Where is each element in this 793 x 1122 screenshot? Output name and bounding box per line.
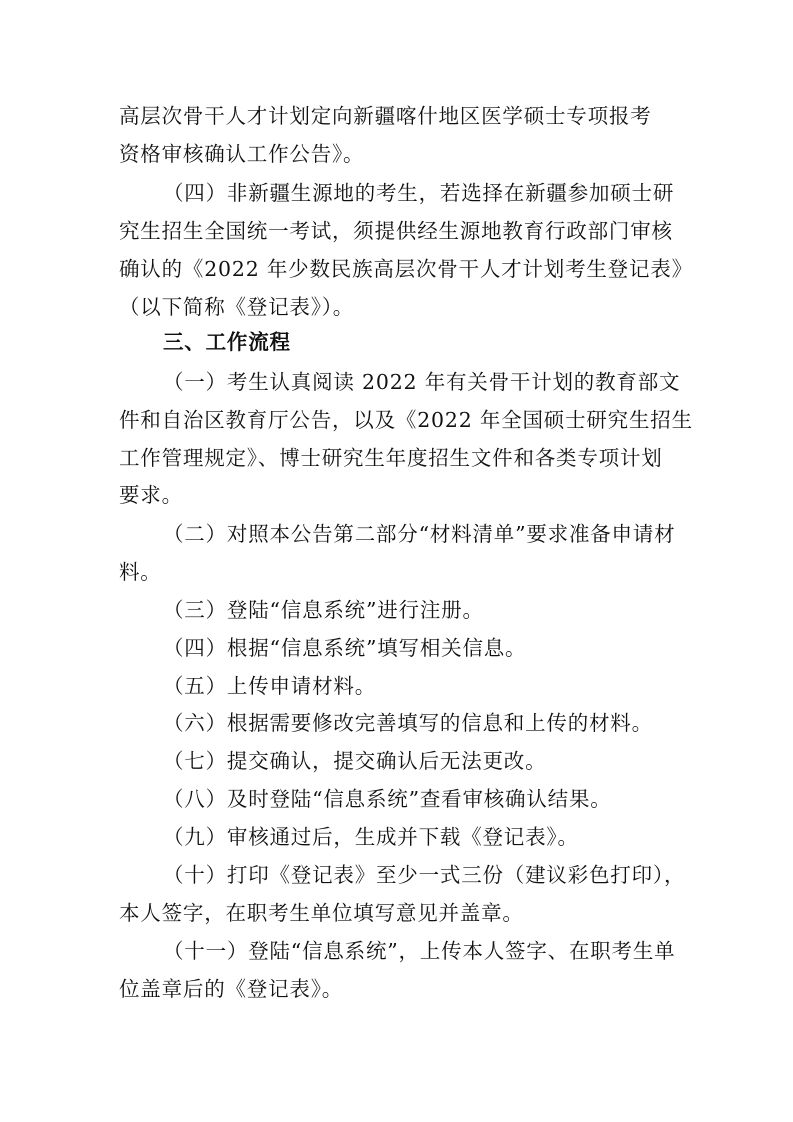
paragraph-line: （五）上传申请材料。	[163, 674, 376, 698]
paragraph-line: 料。	[119, 560, 162, 584]
paragraph-line: 资格审核确认工作公告》。	[119, 142, 365, 166]
paragraph-line: （六）根据需要修改完善填写的信息和上传的材料。	[163, 711, 653, 735]
paragraph-line: （八）及时登陆“信息系统”查看审核确认结果。	[163, 787, 612, 811]
paragraph-line: （以下简称《登记表》）。	[119, 295, 355, 319]
paragraph-line: （十）打印《登记表》至少一式三份（建议彩色打印），	[163, 863, 686, 887]
paragraph-line: 要求。	[119, 483, 183, 507]
paragraph-line: 位盖章后的《登记表》。	[119, 977, 344, 1001]
paragraph-line: （十一）登陆“信息系统”，上传本人签字、在职考生单	[163, 939, 676, 963]
section-heading: 三、工作流程	[163, 330, 291, 354]
paragraph-line: （七）提交确认，提交确认后无法更改。	[163, 749, 547, 773]
paragraph-line: （四）非新疆生源地的考生，若选择在新疆参加硕士研	[163, 181, 675, 205]
paragraph-line: 究生招生全国统一考试，须提供经生源地教育行政部门审核	[119, 219, 673, 243]
paragraph-line: （三）登陆“信息系统”进行注册。	[163, 598, 484, 622]
paragraph-line: （九）审核通过后，生成并下载《登记表》。	[163, 825, 579, 849]
paragraph-line: （二）对照本公告第二部分“材料清单”要求准备申请材	[163, 522, 676, 546]
paragraph-line: 确认的《2022 年少数民族高层次骨干人才计划考生登记表》	[119, 257, 693, 281]
paragraph-line: 工作管理规定》、博士研究生年度招生文件和各类专项计划	[119, 446, 663, 470]
paragraph-line: 本人签字，在职考生单位填写意见并盖章。	[119, 901, 524, 925]
paragraph-line: （一）考生认真阅读 2022 年有关骨干计划的教育部文	[163, 370, 681, 394]
paragraph-line: 高层次骨干人才计划定向新疆喀什地区医学硕士专项报考	[119, 104, 652, 128]
paragraph-line: （四）根据“信息系统”填写相关信息。	[163, 636, 527, 660]
paragraph-line: 件和自治区教育厅公告，以及《2022 年全国硕士研究生招生	[119, 408, 693, 432]
